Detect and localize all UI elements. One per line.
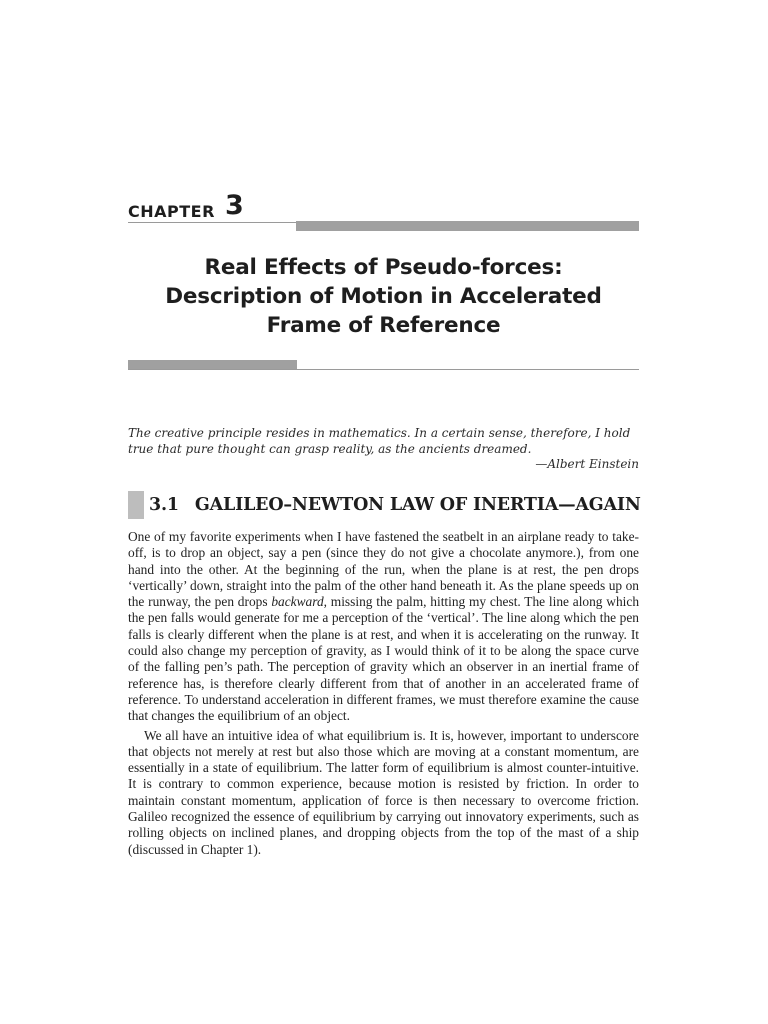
paragraph	[128, 529, 639, 725]
epigraph-author: —Albert Einstein	[535, 457, 639, 471]
chapter-title-line: Real Effects of Pseudo-forces:	[204, 255, 563, 280]
chapter-number: 3	[225, 190, 244, 221]
emphasis-text: backward	[271, 594, 324, 610]
chapter-header	[128, 192, 639, 232]
paragraph-text: One of my favorite experiments when I have fastened the seatbelt in an airplane ready to take-off, is to drop an object, say a pen (since they do not give a chocolate anymore.), from one hand into the other. At the beginning of the run, when the plane is at rest, the pen drops ‘vertically’ down, straight into the palm of the other hand beneath it. As the plane speeds up on the runway, the pen drops	[128, 529, 639, 610]
paragraph: We all have an intuitive idea of what equilibrium is. It is, however, important to underscore that objects not merely at rest but also those which are moving at a constant momentum, are essentially in a state of equilibrium. The latter form of equilibrium is almost counter-intuitive. It is contrary to common experience, because motion is resisted by friction. In order to maintain constant momentum, application of force is then necessary to overcome friction. Galileo recognized the essence of equilibrium by carrying out innovatory experiments, such as rolling objects on inclined planes, and dropping objects from the top of the mast of a ship (discussed in Chapter 1).	[128, 727, 639, 857]
paragraph-text: , missing the palm, hitting my chest. The line along which the pen falls would generate for me a perception of the ‘vertical’. The line along which the pen falls is clearly different when the plane is at rest, and when it is accelerating on the runway. It could also change my perception of gravity, as I would think of it to be along the space curve of the falling pen’s path. The perception of gravity which an observer in an inertial frame of reference has, is therefore clearly different from that of another in an accelerated frame of reference. To understand acceleration in different frames, we must therefore examine the cause that changes the equilibrium of an object.	[128, 594, 640, 724]
chapter-title	[128, 253, 639, 340]
chapter-title-line: Frame of Reference	[266, 313, 501, 338]
chapter-rule-thick	[296, 221, 639, 231]
section-heading	[149, 495, 641, 515]
epigraph-quote: The creative principle resides in mathematics. In a certain sense, therefore, I hold true that pure thought can grasp reality, as the ancients dreamed.	[128, 426, 631, 456]
section-marker-bar	[128, 491, 144, 519]
title-rule-thin	[128, 369, 639, 370]
section-number: 3.1	[149, 495, 179, 515]
body-text	[128, 529, 639, 858]
section-title: GALILEO–NEWTON LAW OF INERTIA—AGAIN	[194, 495, 641, 515]
chapter-title-line: Description of Motion in Accelerated	[165, 284, 602, 309]
chapter-label: CHAPTER	[128, 202, 215, 221]
